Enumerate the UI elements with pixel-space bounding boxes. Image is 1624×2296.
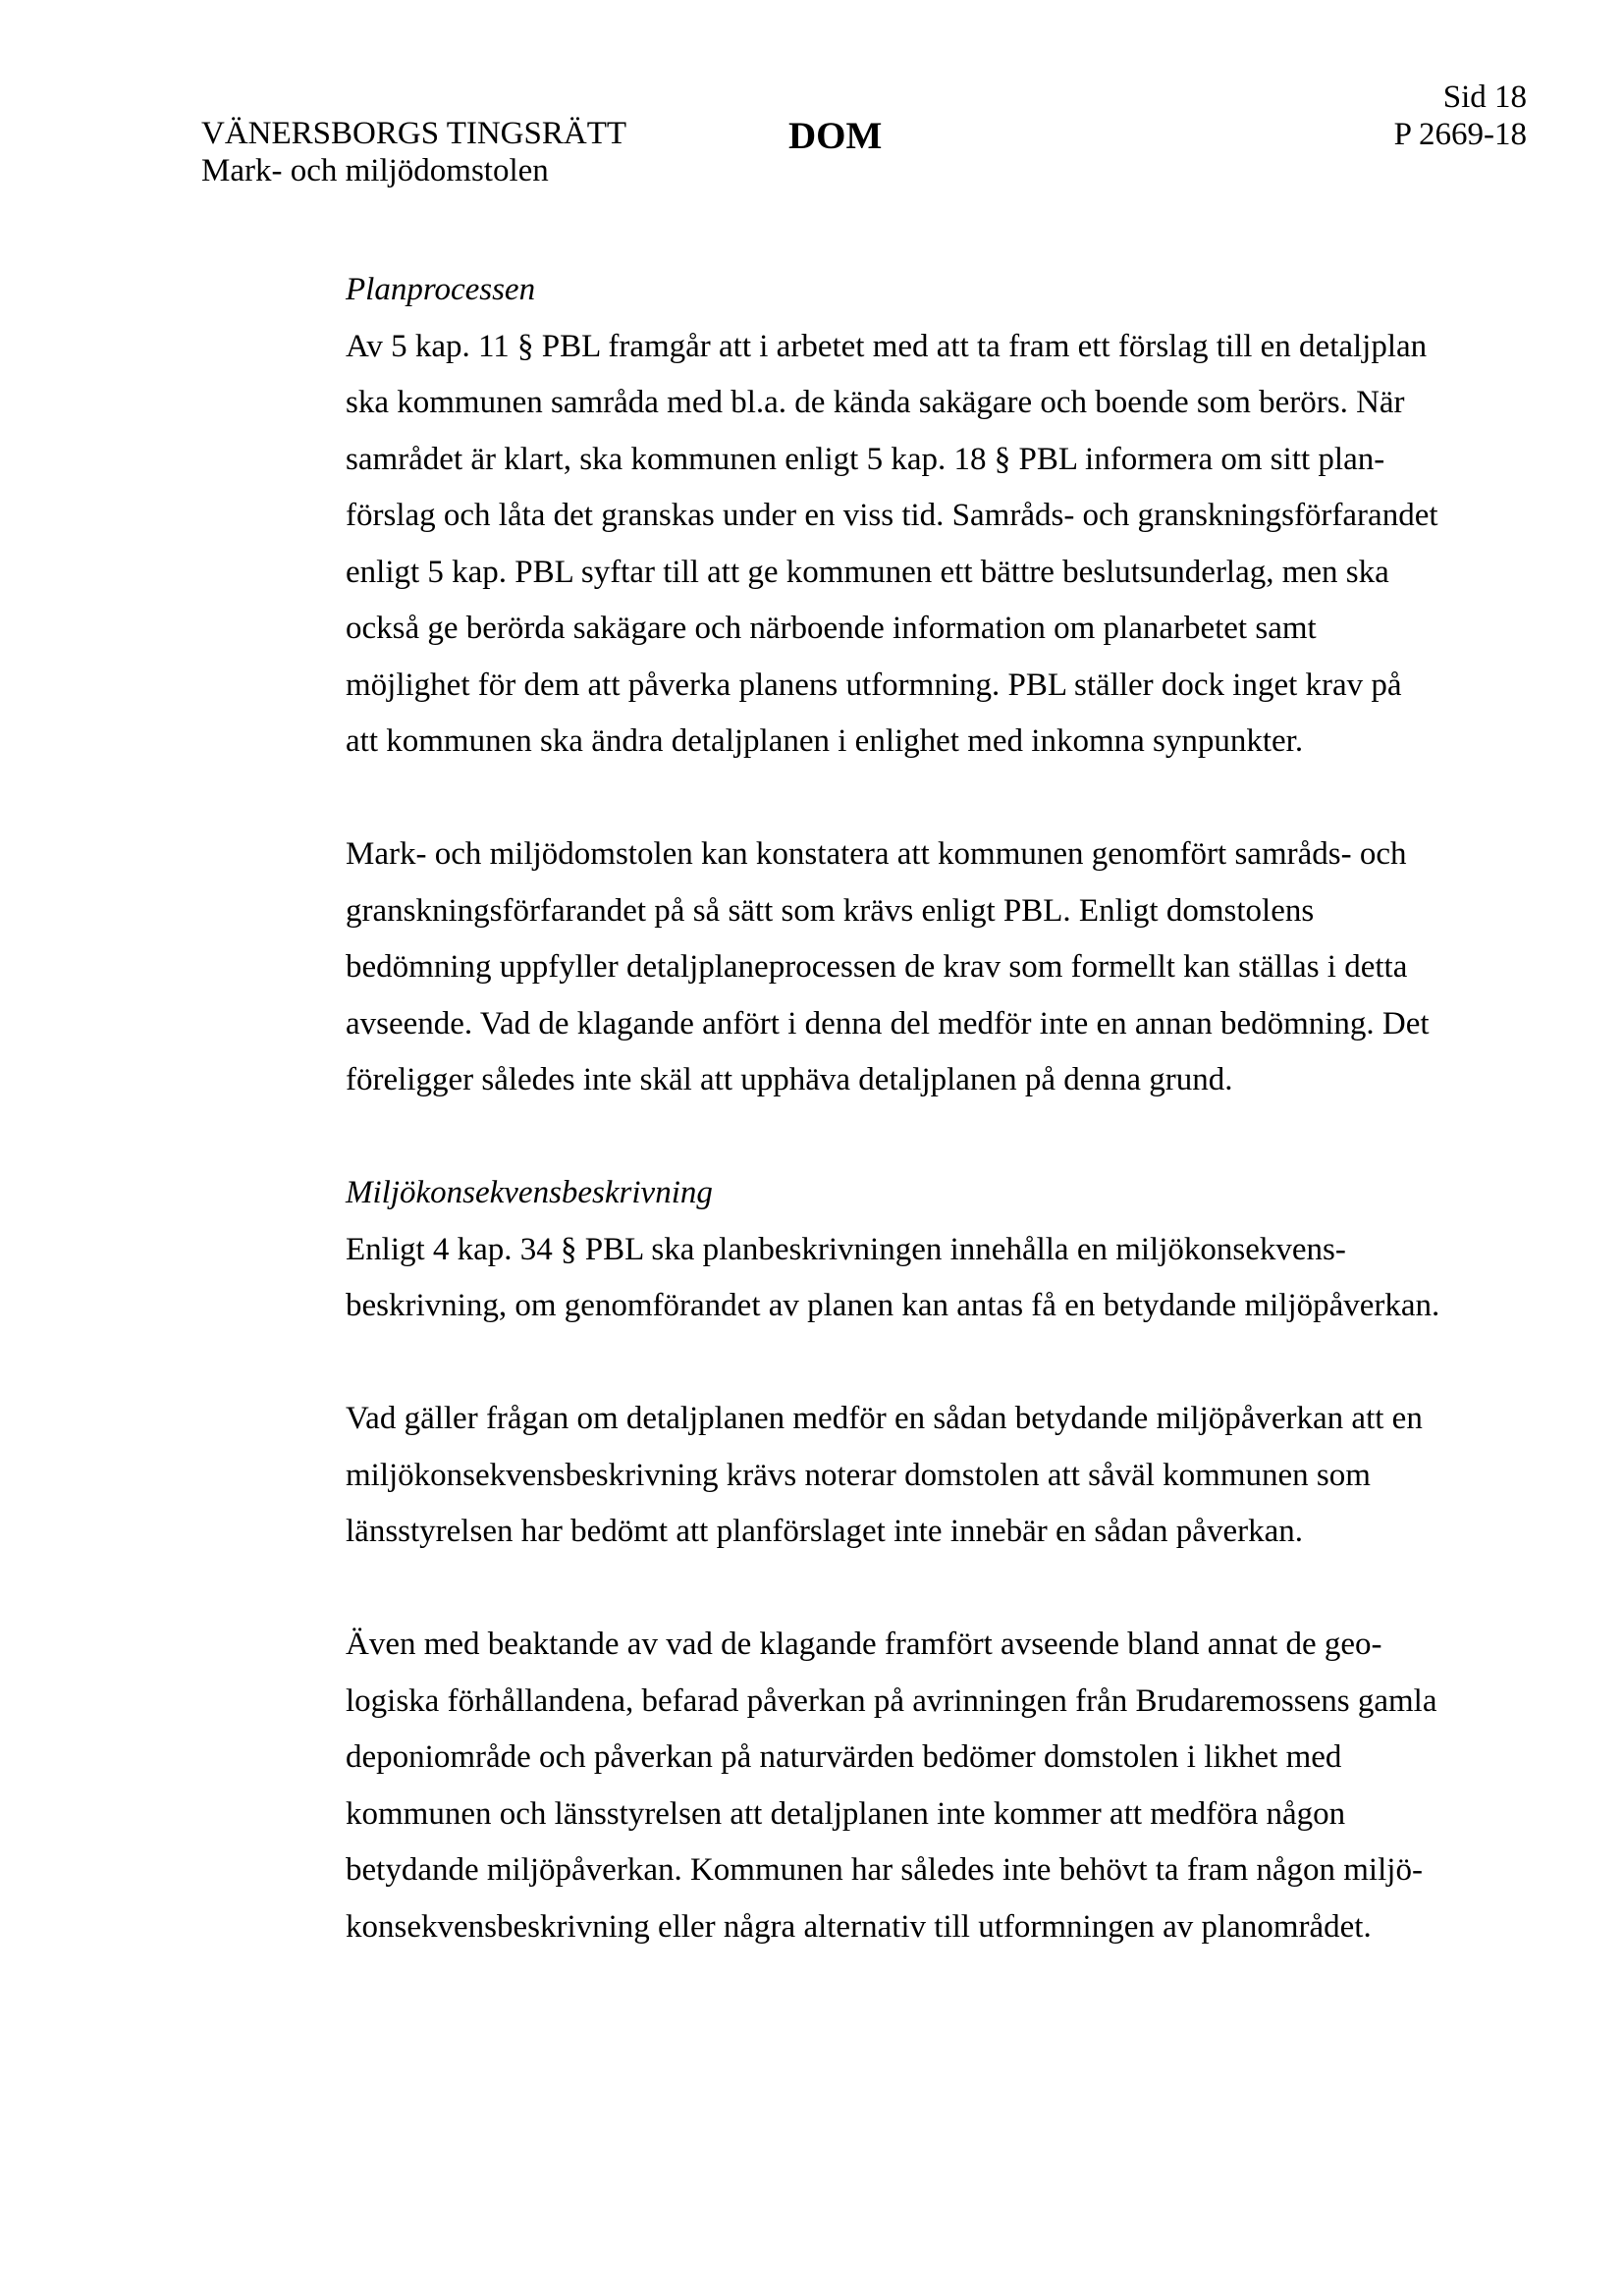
page-header-right bbox=[1394, 79, 1527, 153]
court-division: Mark- och miljödomstolen bbox=[201, 153, 549, 188]
text-line: att kommunen ska ändra detaljplanen i enlighet med inkomna synpunkter. bbox=[346, 723, 1304, 759]
text-line: föreligger således inte skäl att upphäva detaljplanen på denna grund. bbox=[346, 1062, 1233, 1097]
text-line: avseende. Vad de klagande anfört i denna del medför inte en annan bedömning. Det bbox=[346, 1005, 1430, 1041]
page-number: Sid 18 bbox=[1442, 80, 1527, 115]
text-line: deponiområde och påverkan på naturvärden bedömer domstolen i likhet med bbox=[346, 1739, 1342, 1775]
text-line: möjlighet för dem att påverka planens utformning. PBL ställer dock inget krav på bbox=[346, 667, 1402, 703]
paragraph bbox=[346, 827, 1504, 1109]
section-heading: Miljökonsekvensbeskrivning bbox=[346, 1175, 713, 1210]
paragraph bbox=[346, 1391, 1504, 1561]
text-line: konsekvensbeskrivning eller några alternativ till utformningen av planområdet. bbox=[346, 1908, 1372, 1945]
text-line: granskningsförfarandet på så sätt som krävs enligt PBL. Enligt domstolens bbox=[346, 892, 1315, 929]
document-body bbox=[346, 262, 1504, 2012]
text-line: beskrivning, om genomförandet av planen kan antas få en betydande miljöpåverkan. bbox=[346, 1288, 1440, 1323]
text-line: Av 5 kap. 11 § PBL framgår att i arbetet med att ta fram ett förslag till en detaljplan bbox=[346, 328, 1428, 364]
text-line: miljökonsekvensbeskrivning krävs noterar domstolen att såväl kommunen som bbox=[346, 1457, 1371, 1493]
text-line: ska kommunen samråda med bl.a. de kända sakägare och boende som berörs. När bbox=[346, 385, 1405, 420]
paragraph bbox=[346, 1617, 1504, 1955]
text-line: samrådet är klart, ska kommunen enligt 5 kap. 18 § PBL informera om sitt plan- bbox=[346, 441, 1385, 477]
page-header-left bbox=[201, 115, 626, 189]
text-line: länsstyrelsen har bedömt att planförslaget inte innebär en sådan påverkan. bbox=[346, 1514, 1303, 1549]
document-type: DOM bbox=[788, 115, 883, 157]
court-name: VÄNERSBORGS TINGSRÄTT bbox=[201, 116, 627, 151]
paragraph bbox=[346, 1222, 1504, 1335]
text-line: logiska förhållandena, befarad påverkan på avrinningen från Brudaremossens gamla bbox=[346, 1682, 1437, 1719]
text-line: Mark- och miljödomstolen kan konstatera att kommunen genomfört samråds- och bbox=[346, 836, 1407, 872]
text-line: Vad gäller frågan om detaljplanen medför en sådan betydande miljöpåverkan att en bbox=[346, 1401, 1423, 1436]
section-heading: Planprocessen bbox=[346, 272, 536, 307]
text-line: bedömning uppfyller detaljplaneprocessen de krav som formellt kan ställas i detta bbox=[346, 949, 1408, 985]
text-line: betydande miljöpåverkan. Kommunen har således inte behövt ta fram någon miljö- bbox=[346, 1852, 1423, 1888]
text-line: enligt 5 kap. PBL syftar till att ge kommunen ett bättre beslutsunderlag, men ska bbox=[346, 554, 1389, 590]
text-line: förslag och låta det granskas under en viss tid. Samråds- och granskningsförfarandet bbox=[346, 498, 1438, 533]
paragraph bbox=[346, 319, 1504, 771]
text-line: kommunen och länsstyrelsen att detaljplanen inte kommer att medföra någon bbox=[346, 1795, 1346, 1832]
text-line: Även med beaktande av vad de klagande framfört avseende bland annat de geo- bbox=[346, 1627, 1382, 1662]
text-line: Enligt 4 kap. 34 § PBL ska planbeskrivningen innehålla en miljökonsekvens- bbox=[346, 1231, 1346, 1267]
case-number: P 2669-18 bbox=[1393, 117, 1527, 152]
text-line: också ge berörda sakägare och närboende information om planarbetet samt bbox=[346, 611, 1317, 646]
